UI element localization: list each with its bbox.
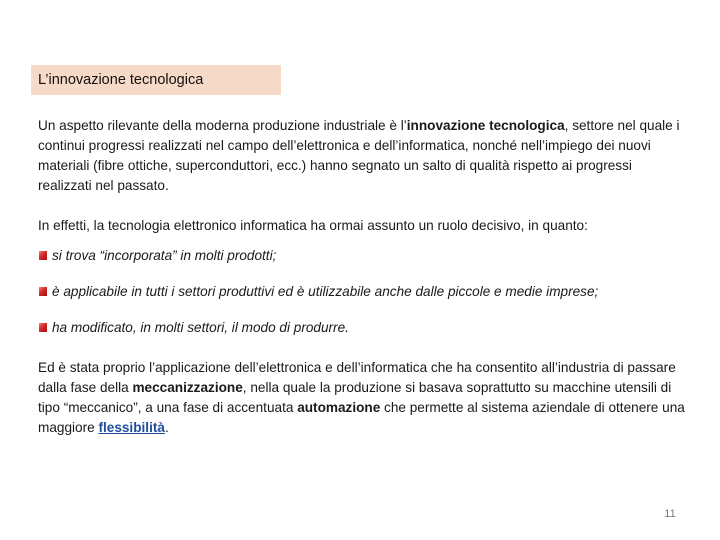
final-text-2: , nella quale la produzione si basava soprattutto su macchine utensili di tipo “meccanico”, a una fase di accentuata [38,380,672,415]
slide-title [31,65,281,95]
intro-bold-innovazione: innovazione tecnologica [406,118,565,133]
intro-paragraph [38,116,688,196]
bullet-item [38,246,688,266]
bullet-text: si trova “incorporata” in molti prodotti; [52,248,277,263]
lead-paragraph [38,216,688,236]
intro-text-2: , settore nel quale i continui progressi realizzati nel campo dell’elettronica e dell’informatica, nonché nell’impiego dei nuovi materiali (fibre ottiche, superconduttori, ecc.) hanno segnato un salto di qualità rispetto ai progressi realizzati nel passato. [38,118,680,193]
slide-title-text: L’innovazione tecnologica [38,72,204,88]
flessibilita-link[interactable]: flessibilità [98,420,165,435]
final-bold-meccanizzazione: meccanizzazione [132,380,243,395]
final-bold-automazione: automazione [297,400,381,415]
final-text-1: Ed è stata proprio l’applicazione dell’elettronica e dell’informatica che ha consentito all’industria di passare dalla fase della [38,360,676,395]
bullet-item [38,282,688,302]
bullet-text: ha modificato, in molti settori, il modo di produrre. [52,320,349,335]
slide-body [38,116,688,438]
bullet-square-icon [39,323,47,332]
bullet-item [38,318,688,338]
final-text-4: . [164,420,169,435]
bullet-square-icon [39,287,47,296]
bullet-text: è applicabile in tutti i settori produttivi ed è utilizzabile anche dalle piccole e medie imprese; [52,284,599,299]
intro-text-1: Un aspetto rilevante della moderna produzione industriale è l’ [38,118,407,133]
bullet-square-icon [39,251,47,260]
page-number: 11 [664,508,676,520]
lead-text: In effetti, la tecnologia elettronico informatica ha ormai assunto un ruolo decisivo, in quanto: [38,218,588,233]
final-text-3: che permette al sistema aziendale di ottenere una maggiore [38,400,685,435]
final-paragraph [38,358,688,438]
